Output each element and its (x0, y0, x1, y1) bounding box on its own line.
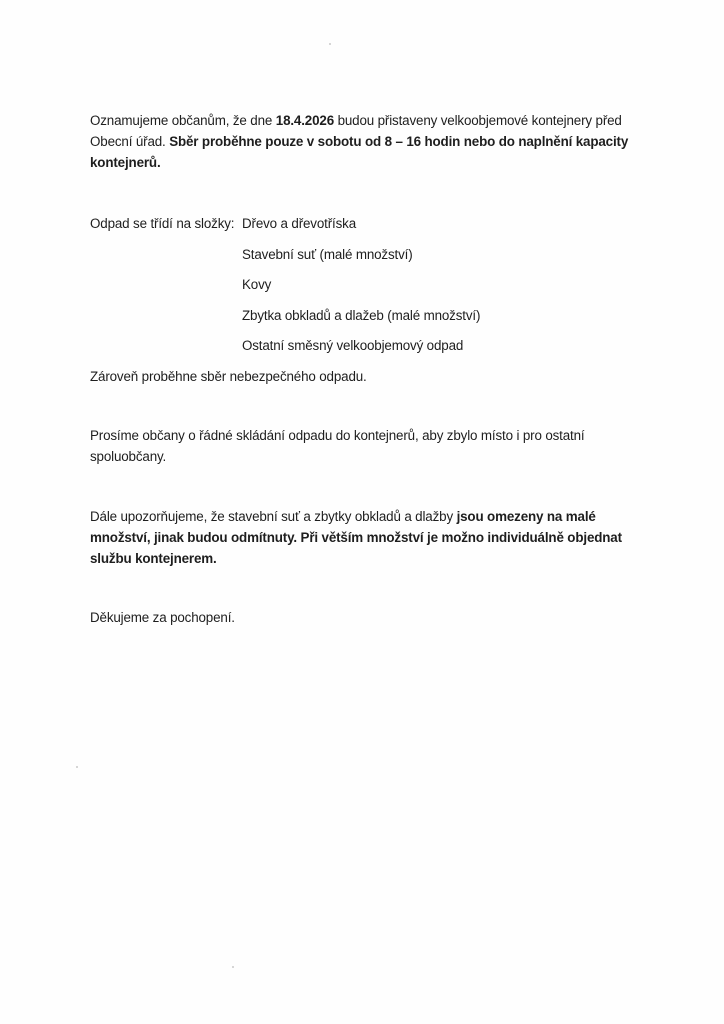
sorting-item: Ostatní směsný velkoobjemový odpad (242, 338, 464, 353)
text: kontejnerů. (90, 155, 161, 170)
warning-line-2 (90, 527, 670, 548)
warning-line-1 (90, 506, 670, 527)
warning-line-3 (90, 548, 670, 569)
warning-paragraph (90, 506, 670, 569)
sorting-item: Stavební suť (malé množství) (242, 247, 413, 262)
collection-hours: Sběr proběhne pouze v sobotu od 8 – 16 hodin nebo do naplnění kapacity (169, 134, 629, 149)
text: službu kontejnerem. (90, 551, 217, 566)
text: budou přistaveny velkoobjemové kontejnery před (334, 113, 622, 128)
text: Dále upozorňujeme, že stavební suť a zbytky obkladů a dlažby (90, 509, 457, 524)
announcement-line-1 (90, 110, 670, 131)
sorting-label: Odpad se třídí na složky: (90, 216, 235, 231)
sorting-item: Dřevo a dřevotříska (242, 216, 356, 231)
announcement-line-2 (90, 131, 670, 152)
text: jsou omezeny na malé (456, 509, 596, 524)
text: Obecní úřad. (90, 134, 170, 149)
announcement-line-3 (90, 152, 670, 173)
request-line-2: spoluobčany. (90, 449, 167, 464)
scan-speck (329, 43, 331, 45)
announcement-paragraph (90, 110, 670, 173)
sorting-item: Kovy (242, 277, 272, 292)
event-date: 18.4.2026 (275, 113, 334, 128)
request-paragraph (90, 425, 670, 467)
text: Oznamujeme občanům, že dne (90, 113, 276, 128)
text: množství, jinak budou odmítnuty. Při větším množství je možno individuálně objednat (90, 530, 622, 545)
hazardous-waste-note: Zároveň proběhne sběr nebezpečného odpadu. (90, 369, 367, 384)
scan-speck (76, 766, 78, 768)
scan-speck (232, 966, 234, 968)
sorting-item: Zbytka obkladů a dlažeb (malé množství) (242, 308, 481, 323)
closing-thanks: Děkujeme za pochopení. (90, 610, 235, 625)
request-line-1: Prosíme občany o řádné skládání odpadu do kontejnerů, aby zbylo místo i pro ostatní (90, 428, 585, 443)
